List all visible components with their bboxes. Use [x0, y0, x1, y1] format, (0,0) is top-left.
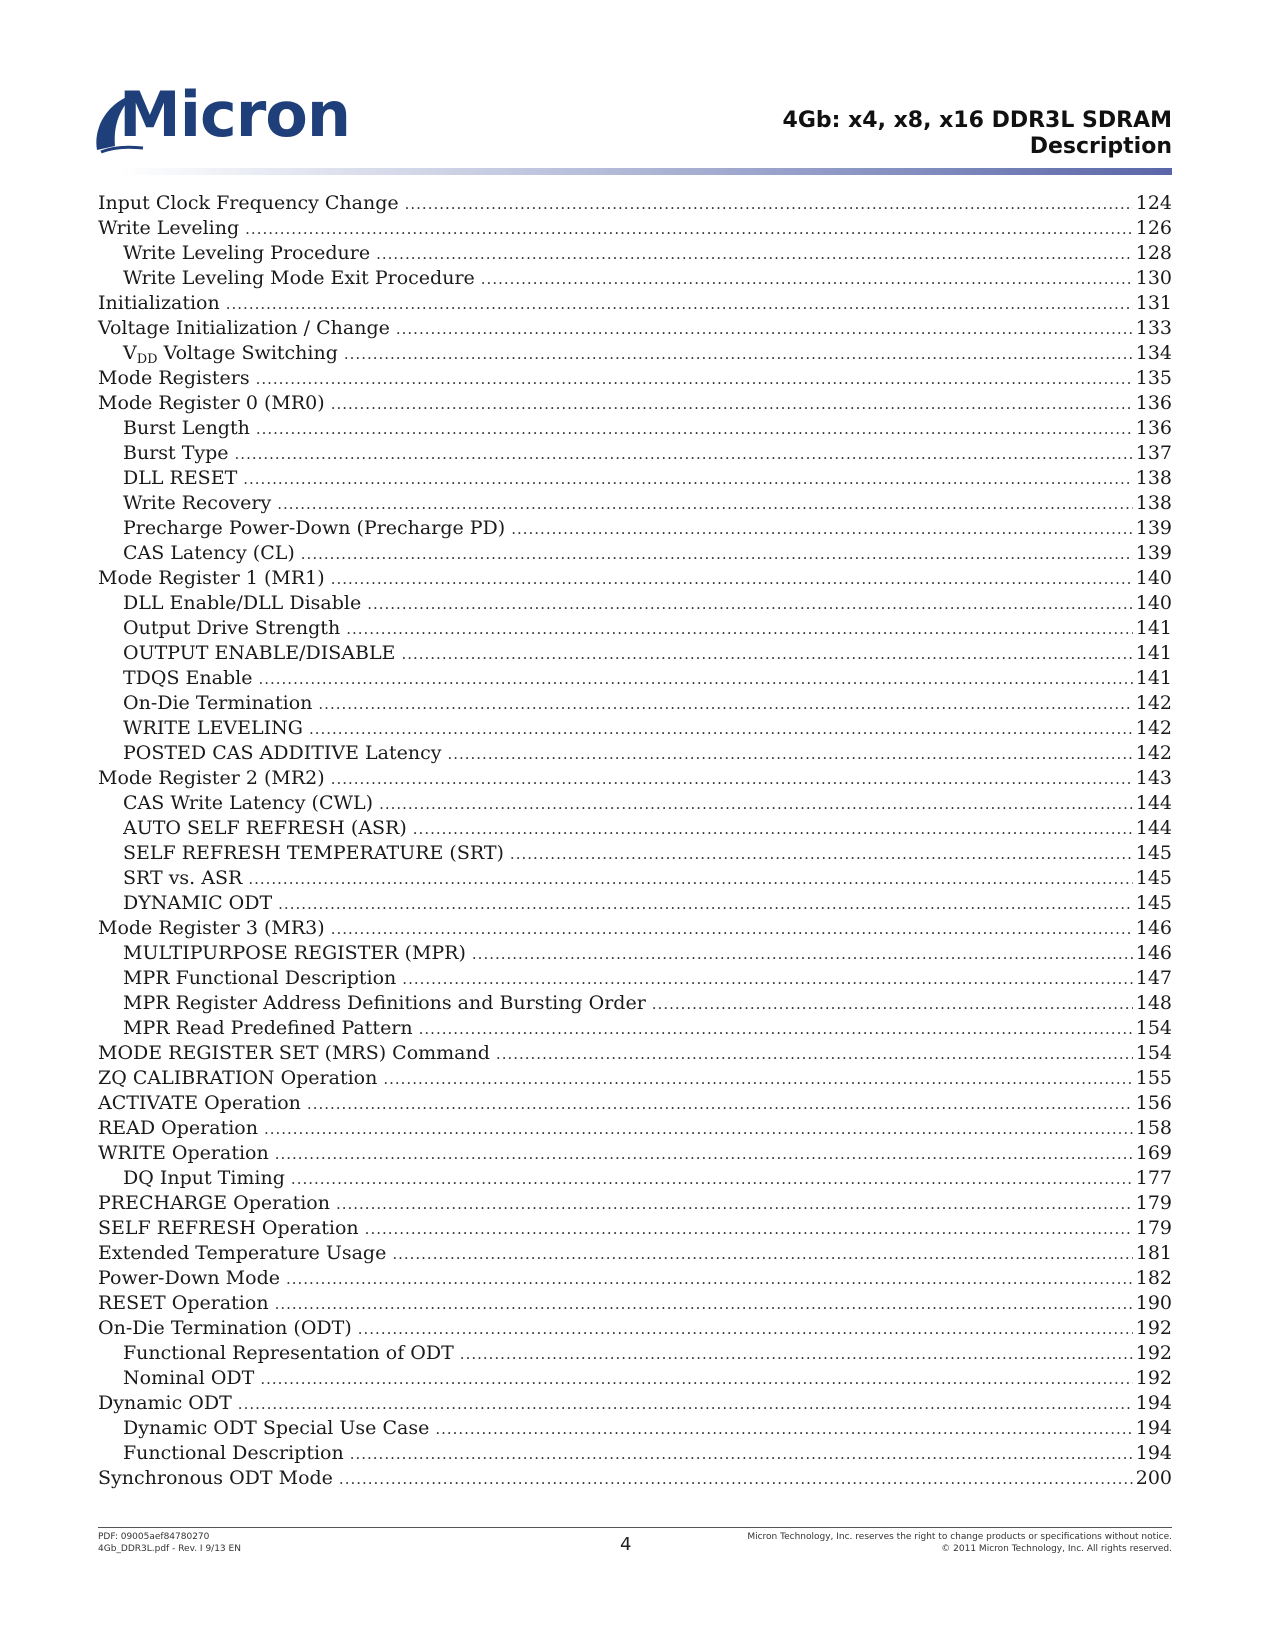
toc-leader-dots [460, 1342, 1133, 1367]
toc-entry[interactable] [98, 641, 1172, 666]
toc-entry-label [123, 1341, 454, 1366]
toc-entry[interactable] [98, 1191, 1172, 1216]
toc-entry-label-text: SELF REFRESH Operation [98, 1217, 359, 1239]
toc-entry-label-text: Mode Register 0 (MR0) [98, 392, 325, 414]
toc-entry-label-text: MPR Register Address Definitions and Bursting Order [123, 992, 646, 1014]
toc-leader-dots [396, 317, 1133, 342]
toc-entry[interactable] [98, 416, 1172, 441]
footer-copyright: © 2011 Micron Technology, Inc. All rights reserved. [941, 1544, 1172, 1554]
toc-entry[interactable] [98, 1341, 1172, 1366]
toc-entry-label [123, 866, 242, 891]
toc-entry-page: 130 [1135, 267, 1172, 289]
toc-leader-dots [301, 542, 1133, 567]
toc-leader-dots [392, 1242, 1132, 1267]
toc-entry-page: 155 [1135, 1067, 1172, 1089]
toc-leader-dots [331, 767, 1133, 792]
toc-entry-label [123, 541, 295, 566]
toc-entry[interactable] [98, 616, 1172, 641]
footer-file-rev: 4Gb_DDR3L.pdf - Rev. I 9/13 EN [98, 1544, 241, 1554]
toc-entry[interactable] [98, 916, 1172, 941]
toc-entry-page: 194 [1135, 1392, 1172, 1414]
toc-entry[interactable] [98, 666, 1172, 691]
toc-entry[interactable] [98, 716, 1172, 741]
toc-entry-label [98, 1041, 490, 1066]
toc-leader-dots [652, 992, 1133, 1017]
toc-entry-label [98, 916, 325, 941]
toc-entry[interactable] [98, 1116, 1172, 1141]
toc-entry-label [98, 1466, 333, 1491]
toc-entry-label-text: DLL Enable/DLL Disable [123, 592, 362, 614]
toc-entry-label [123, 516, 505, 541]
toc-entry-label-text: On-Die Termination [123, 692, 313, 714]
toc-leader-dots [472, 942, 1133, 967]
toc-leader-dots [331, 392, 1133, 417]
toc-entry-label-text: TDQS Enable [123, 667, 253, 689]
header-divider [120, 168, 1172, 175]
toc-entry-label [98, 566, 325, 591]
toc-leader-dots [243, 467, 1132, 492]
toc-entry-page: 179 [1135, 1217, 1172, 1239]
toc-leader-dots [383, 1067, 1132, 1092]
toc-entry-label-text: OUTPUT ENABLE/DISABLE [123, 642, 396, 664]
toc-leader-dots [256, 367, 1133, 392]
toc-entry-page: 192 [1135, 1367, 1172, 1389]
toc-entry-label-text: MULTIPURPOSE REGISTER (MPR) [123, 942, 466, 964]
toc-leader-dots [339, 1467, 1133, 1492]
toc-entry-page: 141 [1135, 667, 1172, 689]
toc-leader-dots [346, 617, 1133, 642]
toc-leader-dots [245, 217, 1133, 242]
toc-entry[interactable] [98, 266, 1172, 291]
toc-entry[interactable] [98, 1266, 1172, 1291]
toc-entry[interactable] [98, 216, 1172, 241]
toc-leader-dots [401, 642, 1132, 667]
toc-entry-page: 145 [1135, 867, 1172, 889]
toc-entry-label-text: Voltage Initialization / Change [98, 317, 390, 339]
toc-leader-dots [331, 567, 1133, 592]
toc-entry-label-text: SRT vs. ASR [123, 867, 243, 889]
toc-entry[interactable] [98, 1416, 1172, 1441]
toc-entry-page: 156 [1135, 1092, 1172, 1114]
toc-entry[interactable] [98, 466, 1172, 491]
toc-entry-label [98, 316, 390, 341]
toc-entry-label [98, 216, 239, 241]
toc-entry-page: 190 [1135, 1292, 1172, 1314]
toc-entry-label-text: DYNAMIC ODT [123, 892, 273, 914]
toc-entry-page: 128 [1135, 242, 1172, 264]
toc-entry-page: 192 [1135, 1342, 1172, 1364]
toc-entry-label [123, 266, 475, 291]
toc-leader-dots [419, 1017, 1133, 1042]
toc-entry-label [123, 466, 237, 491]
toc-entry-label-text: Write Recovery [123, 492, 272, 514]
toc-entry-page: 139 [1135, 517, 1172, 539]
toc-entry[interactable] [98, 1241, 1172, 1266]
toc-entry-label [98, 1291, 269, 1316]
toc-entry[interactable] [98, 316, 1172, 341]
toc-entry[interactable] [98, 291, 1172, 316]
toc-entry[interactable] [98, 1291, 1172, 1316]
toc-entry-page: 137 [1135, 442, 1172, 464]
toc-entry-page: 154 [1135, 1042, 1172, 1064]
toc-entry-label [98, 1141, 269, 1166]
toc-entry-page: 143 [1135, 767, 1172, 789]
toc-entry-page: 135 [1135, 367, 1172, 389]
toc-leader-dots [307, 1092, 1133, 1117]
toc-entry[interactable] [98, 1166, 1172, 1191]
toc-entry-label [123, 1366, 254, 1391]
footer-legal [747, 1531, 1172, 1555]
toc-entry-label-text: V [123, 342, 137, 364]
toc-entry-label-text: Burst Type [123, 442, 229, 464]
toc-entry-label [123, 491, 271, 516]
document-title-line2: Description [1029, 134, 1172, 159]
toc-leader-dots [365, 1217, 1133, 1242]
toc-entry-label-text: WRITE Operation [98, 1142, 269, 1164]
toc-entry[interactable] [98, 366, 1172, 391]
toc-entry-label [123, 1441, 344, 1466]
toc-entry-label [98, 1316, 352, 1341]
toc-entry[interactable] [98, 1016, 1172, 1041]
toc-entry[interactable] [98, 1466, 1172, 1491]
toc-entry-page: 144 [1135, 792, 1172, 814]
toc-entry-label [123, 741, 441, 766]
toc-entry-page: 138 [1135, 467, 1172, 489]
toc-entry-label [123, 841, 504, 866]
toc-entry-page: 140 [1135, 592, 1172, 614]
toc-entry-label-text: Precharge Power-Down (Precharge PD) [123, 517, 506, 539]
toc-entry[interactable] [98, 1066, 1172, 1091]
toc-entry-label [123, 1416, 429, 1441]
page-number: 4 [620, 1534, 632, 1555]
toc-leader-dots [275, 1292, 1133, 1317]
toc-entry-label [123, 941, 466, 966]
toc-entry[interactable] [98, 691, 1172, 716]
toc-entry-label-text: Functional Representation of ODT [123, 1342, 454, 1364]
toc-entry-page: 131 [1135, 292, 1172, 314]
toc-entry[interactable] [98, 941, 1172, 966]
toc-entry-label-text: Nominal ODT [123, 1367, 255, 1389]
toc-entry-page: 182 [1135, 1267, 1172, 1289]
toc-entry-label [98, 366, 250, 391]
micron-logo [97, 78, 351, 158]
toc-entry[interactable] [98, 1041, 1172, 1066]
toc-entry-label-text: Input Clock Frequency Change [98, 192, 399, 214]
toc-entry-label-text: Initialization [98, 292, 220, 314]
toc-leader-dots [275, 1142, 1133, 1167]
toc-entry[interactable] [98, 191, 1172, 216]
toc-leader-dots [358, 1317, 1133, 1342]
toc-entry-label-text: RESET Operation [98, 1292, 269, 1314]
toc-entry-label-text: Mode Register 2 (MR2) [98, 767, 325, 789]
toc-entry-page: 179 [1135, 1192, 1172, 1214]
toc-entry-label-text: Synchronous ODT Mode [98, 1467, 333, 1489]
footer-pdf-id: PDF: 09005aef84780270 [98, 1532, 210, 1542]
toc-entry-label [123, 341, 338, 368]
toc-entry-label-text: Dynamic ODT [98, 1392, 232, 1414]
toc-entry-label [98, 391, 325, 416]
footer-document-info [98, 1531, 241, 1555]
toc-entry-label [123, 441, 229, 466]
toc-leader-dots [481, 267, 1133, 292]
toc-entry-label [98, 1066, 377, 1091]
toc-entry-label [98, 1091, 301, 1116]
toc-entry-page: 138 [1135, 492, 1172, 514]
toc-entry-page: 136 [1135, 417, 1172, 439]
toc-entry-label-text: DQ Input Timing [123, 1167, 285, 1189]
toc-entry-page: 177 [1135, 1167, 1172, 1189]
toc-entry[interactable] [98, 441, 1172, 466]
toc-leader-dots [376, 242, 1133, 267]
toc-entry-page: 139 [1135, 542, 1172, 564]
toc-entry-label [123, 666, 252, 691]
toc-leader-dots [226, 292, 1133, 317]
toc-entry-label [123, 416, 250, 441]
toc-leader-dots [379, 792, 1133, 817]
toc-entry-label-text: Mode Registers [98, 367, 250, 389]
toc-entry-label-text: ACTIVATE Operation [98, 1092, 301, 1114]
toc-entry-page: 146 [1135, 917, 1172, 939]
toc-entry-page: 181 [1135, 1242, 1172, 1264]
toc-entry-label-text: On-Die Termination (ODT) [98, 1317, 352, 1339]
toc-entry[interactable] [98, 791, 1172, 816]
toc-entry-label [123, 241, 370, 266]
toc-entry-page: 169 [1135, 1142, 1172, 1164]
toc-entry-page: 194 [1135, 1442, 1172, 1464]
toc-leader-dots [331, 917, 1133, 942]
toc-entry-label [123, 966, 396, 991]
toc-leader-dots [258, 667, 1132, 692]
toc-entry[interactable] [98, 816, 1172, 841]
toc-entry-label-text: Extended Temperature Usage [98, 1242, 387, 1264]
toc-entry-page: 144 [1135, 817, 1172, 839]
toc-leader-dots [291, 1167, 1133, 1192]
toc-leader-dots [402, 967, 1132, 992]
toc-entry-label-text: CAS Write Latency (CWL) [123, 792, 374, 814]
toc-leader-dots [260, 1367, 1132, 1392]
toc-entry-page: 124 [1135, 192, 1172, 214]
toc-leader-dots [350, 1442, 1133, 1467]
toc-entry-page: 148 [1135, 992, 1172, 1014]
toc-leader-dots [336, 1192, 1133, 1217]
document-title [783, 108, 1172, 160]
toc-entry-page: 136 [1135, 392, 1172, 414]
toc-entry-page: 158 [1135, 1117, 1172, 1139]
toc-entry-label-text: POSTED CAS ADDITIVE Latency [123, 742, 442, 764]
toc-entry-label [98, 1241, 386, 1266]
toc-leader-dots [278, 892, 1133, 917]
toc-entry-label-text: Write Leveling Mode Exit Procedure [123, 267, 475, 289]
toc-entry[interactable] [98, 1091, 1172, 1116]
toc-entry-label [123, 716, 303, 741]
toc-entry-page: 142 [1135, 717, 1172, 739]
toc-entry-label [98, 766, 325, 791]
toc-entry-page: 133 [1135, 317, 1172, 339]
toc-leader-dots [264, 1117, 1133, 1142]
toc-entry-page: 140 [1135, 567, 1172, 589]
toc-entry[interactable] [98, 491, 1172, 516]
toc-entry[interactable] [98, 1316, 1172, 1341]
toc-entry[interactable] [98, 1441, 1172, 1466]
toc-leader-dots [405, 192, 1133, 217]
toc-entry[interactable] [98, 1391, 1172, 1416]
toc-leader-dots [511, 517, 1133, 542]
toc-entry-page: 134 [1135, 342, 1172, 364]
toc-entry-label-text: ZQ CALIBRATION Operation [98, 1067, 378, 1089]
toc-entry-label-text: SELF REFRESH TEMPERATURE (SRT) [123, 842, 504, 864]
toc-leader-dots [318, 692, 1132, 717]
toc-leader-dots [447, 742, 1132, 767]
toc-entry-page: 142 [1135, 742, 1172, 764]
toc-entry-page: 145 [1135, 892, 1172, 914]
toc-entry[interactable] [98, 541, 1172, 566]
toc-entry-page: 142 [1135, 692, 1172, 714]
toc-entry-label-text: Dynamic ODT Special Use Case [123, 1417, 430, 1439]
toc-entry-label-text: MODE REGISTER SET (MRS) Command [98, 1042, 490, 1064]
toc-entry-page: 194 [1135, 1417, 1172, 1439]
toc-leader-dots [238, 1392, 1133, 1417]
toc-entry-page: 126 [1135, 217, 1172, 239]
toc-leader-dots [286, 1267, 1133, 1292]
toc-entry[interactable] [98, 241, 1172, 266]
toc-entry[interactable] [98, 1366, 1172, 1391]
toc-entry-label [123, 791, 373, 816]
toc-entry-label-text: READ Operation [98, 1117, 258, 1139]
toc-entry[interactable] [98, 1141, 1172, 1166]
toc-leader-dots [413, 817, 1133, 842]
table-of-contents [98, 191, 1172, 1491]
toc-entry-label [123, 816, 407, 841]
toc-entry-label-text: Write Leveling Procedure [123, 242, 371, 264]
toc-entry-page: 147 [1135, 967, 1172, 989]
toc-leader-dots [435, 1417, 1132, 1442]
toc-entry[interactable] [98, 516, 1172, 541]
toc-leader-dots [344, 342, 1133, 367]
toc-entry-label-text: MPR Functional Description [123, 967, 397, 989]
toc-entry[interactable] [98, 991, 1172, 1016]
toc-entry-label-text: MPR Read Predefined Pattern [123, 1017, 413, 1039]
toc-entry-label-subscript: DD [136, 352, 158, 367]
toc-leader-dots [235, 442, 1133, 467]
toc-entry-label [98, 1266, 280, 1291]
toc-entry[interactable] [98, 891, 1172, 916]
toc-entry-label [123, 641, 395, 666]
toc-entry-label [123, 691, 312, 716]
toc-leader-dots [496, 1042, 1133, 1067]
toc-entry-label [123, 1016, 413, 1041]
toc-entry-label-text: Functional Description [123, 1442, 344, 1464]
toc-entry-page: 145 [1135, 842, 1172, 864]
document-title-line1: 4Gb: x4, x8, x16 DDR3L SDRAM [782, 108, 1172, 133]
toc-entry-label-text: Mode Register 3 (MR3) [98, 917, 325, 939]
toc-entry-page: 154 [1135, 1017, 1172, 1039]
toc-leader-dots [510, 842, 1133, 867]
toc-entry-label [123, 891, 272, 916]
toc-entry-label [98, 1216, 359, 1241]
toc-entry-label [98, 1391, 232, 1416]
toc-entry-page: 200 [1135, 1467, 1172, 1489]
toc-entry[interactable] [98, 966, 1172, 991]
toc-entry[interactable] [98, 391, 1172, 416]
toc-entry-label [98, 291, 220, 316]
toc-entry-label-text: PRECHARGE Operation [98, 1192, 330, 1214]
logo-text: Micron [119, 78, 351, 151]
toc-entry-label-text: AUTO SELF REFRESH (ASR) [123, 817, 407, 839]
toc-leader-dots [248, 867, 1132, 892]
toc-entry-page: 141 [1135, 642, 1172, 664]
toc-entry-label [123, 591, 361, 616]
toc-entry-label-text: WRITE LEVELING [123, 717, 303, 739]
toc-entry-label-text: Burst Length [123, 417, 250, 439]
toc-entry-label-text: Write Leveling [98, 217, 240, 239]
toc-entry[interactable] [98, 591, 1172, 616]
toc-leader-dots [309, 717, 1133, 742]
toc-entry-label-text: Power-Down Mode [98, 1267, 280, 1289]
toc-entry-label-text: Output Drive Strength [123, 617, 341, 639]
toc-entry-label-suffix: Voltage Switching [157, 342, 338, 364]
toc-entry-label [123, 1166, 285, 1191]
footer-notice: Micron Technology, Inc. reserves the right to change products or specifications without notice. [747, 1532, 1172, 1542]
toc-entry[interactable] [98, 566, 1172, 591]
footer-divider [98, 1527, 1172, 1528]
toc-entry[interactable] [98, 741, 1172, 766]
toc-entry-page: 192 [1135, 1317, 1172, 1339]
toc-entry-label-text: DLL RESET [123, 467, 238, 489]
toc-leader-dots [277, 492, 1133, 517]
toc-entry-label-text: Mode Register 1 (MR1) [98, 567, 325, 589]
toc-entry-label [98, 1116, 258, 1141]
toc-entry-page: 146 [1135, 942, 1172, 964]
toc-leader-dots [367, 592, 1133, 617]
toc-entry[interactable] [98, 766, 1172, 791]
toc-entry[interactable] [98, 866, 1172, 891]
toc-entry-label [98, 191, 399, 216]
toc-entry-label [123, 991, 646, 1016]
toc-entry[interactable] [98, 1216, 1172, 1241]
toc-entry[interactable] [98, 341, 1172, 366]
toc-leader-dots [256, 417, 1133, 442]
toc-entry-label [98, 1191, 330, 1216]
toc-entry-page: 141 [1135, 617, 1172, 639]
toc-entry[interactable] [98, 841, 1172, 866]
toc-entry-label [123, 616, 340, 641]
toc-entry-label-text: CAS Latency (CL) [123, 542, 295, 564]
